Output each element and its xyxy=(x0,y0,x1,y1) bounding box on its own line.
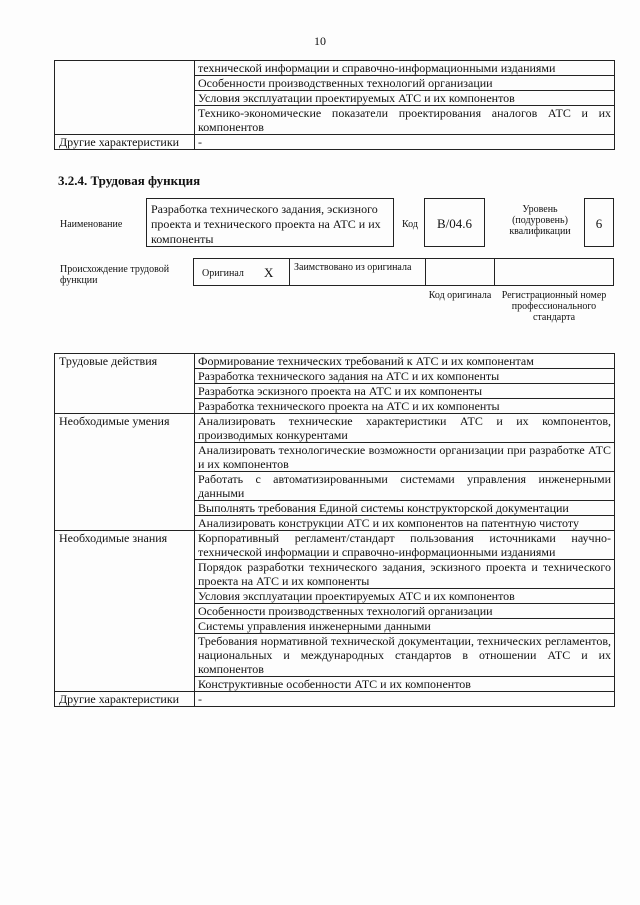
original-code-caption: Код оригинала xyxy=(428,290,492,301)
row-item: Условия эксплуатации проектируемых АТС и их компонентов xyxy=(195,91,615,106)
row-label: Необходимые умения xyxy=(55,414,195,531)
row-item: Технико-экономические показатели проектирования аналогов АТС и их компонентов xyxy=(195,106,615,135)
table-row xyxy=(55,61,615,76)
row-item: Работать с автоматизированными системами управления инженерными данными xyxy=(195,472,615,501)
registration-number-cell xyxy=(494,258,614,286)
table-row xyxy=(55,414,615,443)
table-row xyxy=(55,135,615,150)
row-item: Разработка эскизного проекта на АТС и их компоненты xyxy=(195,384,615,399)
row-label: Необходимые знания xyxy=(55,531,195,692)
row-label: Другие характеристики xyxy=(55,135,195,150)
row-item: Системы управления инженерными данными xyxy=(195,619,615,634)
row-item: Разработка технического задания на АТС и их компоненты xyxy=(195,369,615,384)
borrowed-label: Заимствовано из оригинала xyxy=(294,262,412,273)
row-item: Условия эксплуатации проектируемых АТС и их компонентов xyxy=(195,589,615,604)
row-item: Особенности производственных технологий организации xyxy=(195,604,615,619)
row-item: Особенности производственных технологий организации xyxy=(195,76,615,91)
row-item: Порядок разработки технического задания, эскизного проекта и технического проекта на АТС и их компоненты xyxy=(195,560,615,589)
row-item: Выполнять требования Единой системы конструкторской документации xyxy=(195,501,615,516)
row-item: технической информации и справочно-информационными изданиями xyxy=(195,61,615,76)
row-label xyxy=(55,61,195,135)
row-label: Другие характеристики xyxy=(55,692,195,707)
qualification-level-label: Уровень (подуровень) квалификации xyxy=(509,204,571,237)
code-label: Код xyxy=(402,219,418,230)
row-item: Анализировать технологические возможности организации при разработке АТС и их компонентов xyxy=(195,443,615,472)
qualification-level-value: 6 xyxy=(584,198,614,247)
table-row xyxy=(55,692,615,707)
origin-label: Происхождение трудовой функции xyxy=(60,264,170,286)
row-item: Разработка технического проекта на АТС и их компоненты xyxy=(195,399,615,414)
table-row xyxy=(55,354,615,369)
row-item: Требования нормативной технической документации, технических регламентов, национальных и международных стандартов в отношении АТС и их компонентов xyxy=(195,634,615,677)
original-cell xyxy=(193,258,290,286)
row-item: - xyxy=(195,135,615,150)
row-item: Анализировать конструкции АТС и их компонентов на патентную чистоту xyxy=(195,516,615,531)
main-table xyxy=(54,353,615,707)
borrowed-cell xyxy=(289,258,426,286)
row-item: Формирование технических требований к АТС и их компонентам xyxy=(195,354,615,369)
row-item: Конструктивные особенности АТС и их компонентов xyxy=(195,677,615,692)
page-number: 10 xyxy=(314,34,326,48)
row-item: - xyxy=(195,692,615,707)
origin-row xyxy=(193,258,614,286)
registration-number-caption: Регистрационный номер профессионального стандарта xyxy=(501,290,607,323)
row-item: Корпоративный регламент/стандарт пользования источниками научно-технической информации и справочно-информационными изданиями xyxy=(195,531,615,560)
name-label: Наименование xyxy=(60,219,123,230)
top-table xyxy=(54,60,615,150)
row-label: Трудовые действия xyxy=(55,354,195,414)
original-label: Оригинал xyxy=(202,268,244,279)
row-item: Анализировать технические характеристики АТС и их компонентов, производимых конкурентами xyxy=(195,414,615,443)
code-value: B/04.6 xyxy=(424,198,485,247)
table-row xyxy=(55,531,615,560)
original-mark: X xyxy=(264,265,274,280)
section-heading: 3.2.4. Трудовая функция xyxy=(58,173,201,188)
function-name-value: Разработка технического задания, эскизного проекта и технического проекта на АТС и их компоненты xyxy=(146,198,394,247)
original-code-cell xyxy=(425,258,495,286)
